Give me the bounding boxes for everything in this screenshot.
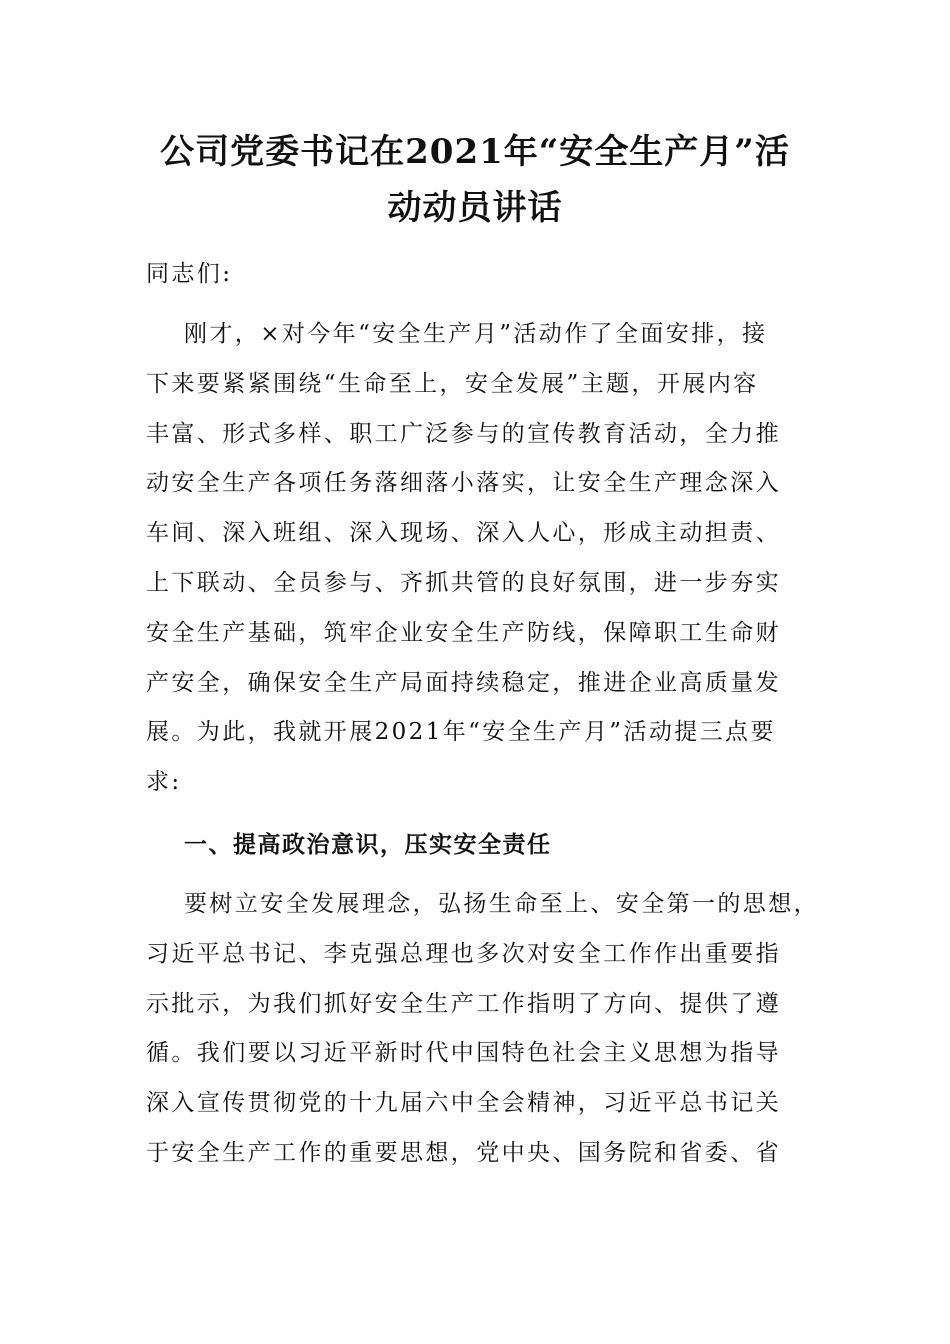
paragraph-line-text: 要树立安全发展理念，弘扬生命至上、安全第一的思想， xyxy=(184,891,819,917)
paragraph-line: 深入宣传贯彻党的十九届六中全会精神，习近平总书记关 xyxy=(146,1090,781,1117)
paragraph-line: 求: xyxy=(146,769,182,796)
paragraph-1 xyxy=(146,310,812,808)
paragraph-line: 上下联动、全员参与、齐抓共管的良好氛围，进一步夯实 xyxy=(146,569,781,596)
paragraph-line: 习近平总书记、李克强总理也多次对安全工作作出重要指 xyxy=(146,940,781,967)
paragraph-line: 展。为此，我就开展2021年“安全生产月”活动提三点要 xyxy=(146,719,776,746)
section-heading-1: 一、提高政治意识，压实安全责任 xyxy=(184,831,552,858)
paragraph-line: 动安全生产各项任务落细落小落实，让安全生产理念深入 xyxy=(146,470,781,497)
paragraph-line: 循。我们要以习近平新时代中国特色社会主义思想为指导 xyxy=(146,1040,781,1067)
paragraph-line: 示批示，为我们抓好安全生产工作指明了方向、提供了遵 xyxy=(146,990,781,1017)
paragraph-line-text: 刚才，×对今年“安全生产月”活动作了全面安排，接 xyxy=(184,321,768,347)
document-title xyxy=(100,124,850,236)
paragraph-line xyxy=(146,310,812,360)
paragraph-line: 下来要紧紧围绕“生命至上，安全发展”主题，开展内容 xyxy=(146,370,759,397)
title-line-2: 动动员讲话 xyxy=(387,188,563,228)
paragraph-line: 于安全生产工作的重要思想，党中央、国务院和省委、省 xyxy=(146,1139,781,1166)
paragraph-2 xyxy=(146,880,819,1179)
paragraph-line: 车间、深入班组、深入现场、深入人心，形成主动担责、 xyxy=(146,520,781,547)
greeting: 同志们: xyxy=(146,261,233,287)
paragraph-line: 安全生产基础，筑牢企业安全生产防线，保障职工生命财 xyxy=(146,619,781,646)
paragraph-line: 产安全，确保安全生产局面持续稳定，推进企业高质量发 xyxy=(146,669,781,696)
paragraph-line: 丰富、形式多样、职工广泛参与的宣传教育活动，全力推 xyxy=(146,420,781,447)
paragraph-line xyxy=(146,880,819,930)
title-line-1: 公司党委书记在2021年“安全生产月”活 xyxy=(160,132,790,172)
